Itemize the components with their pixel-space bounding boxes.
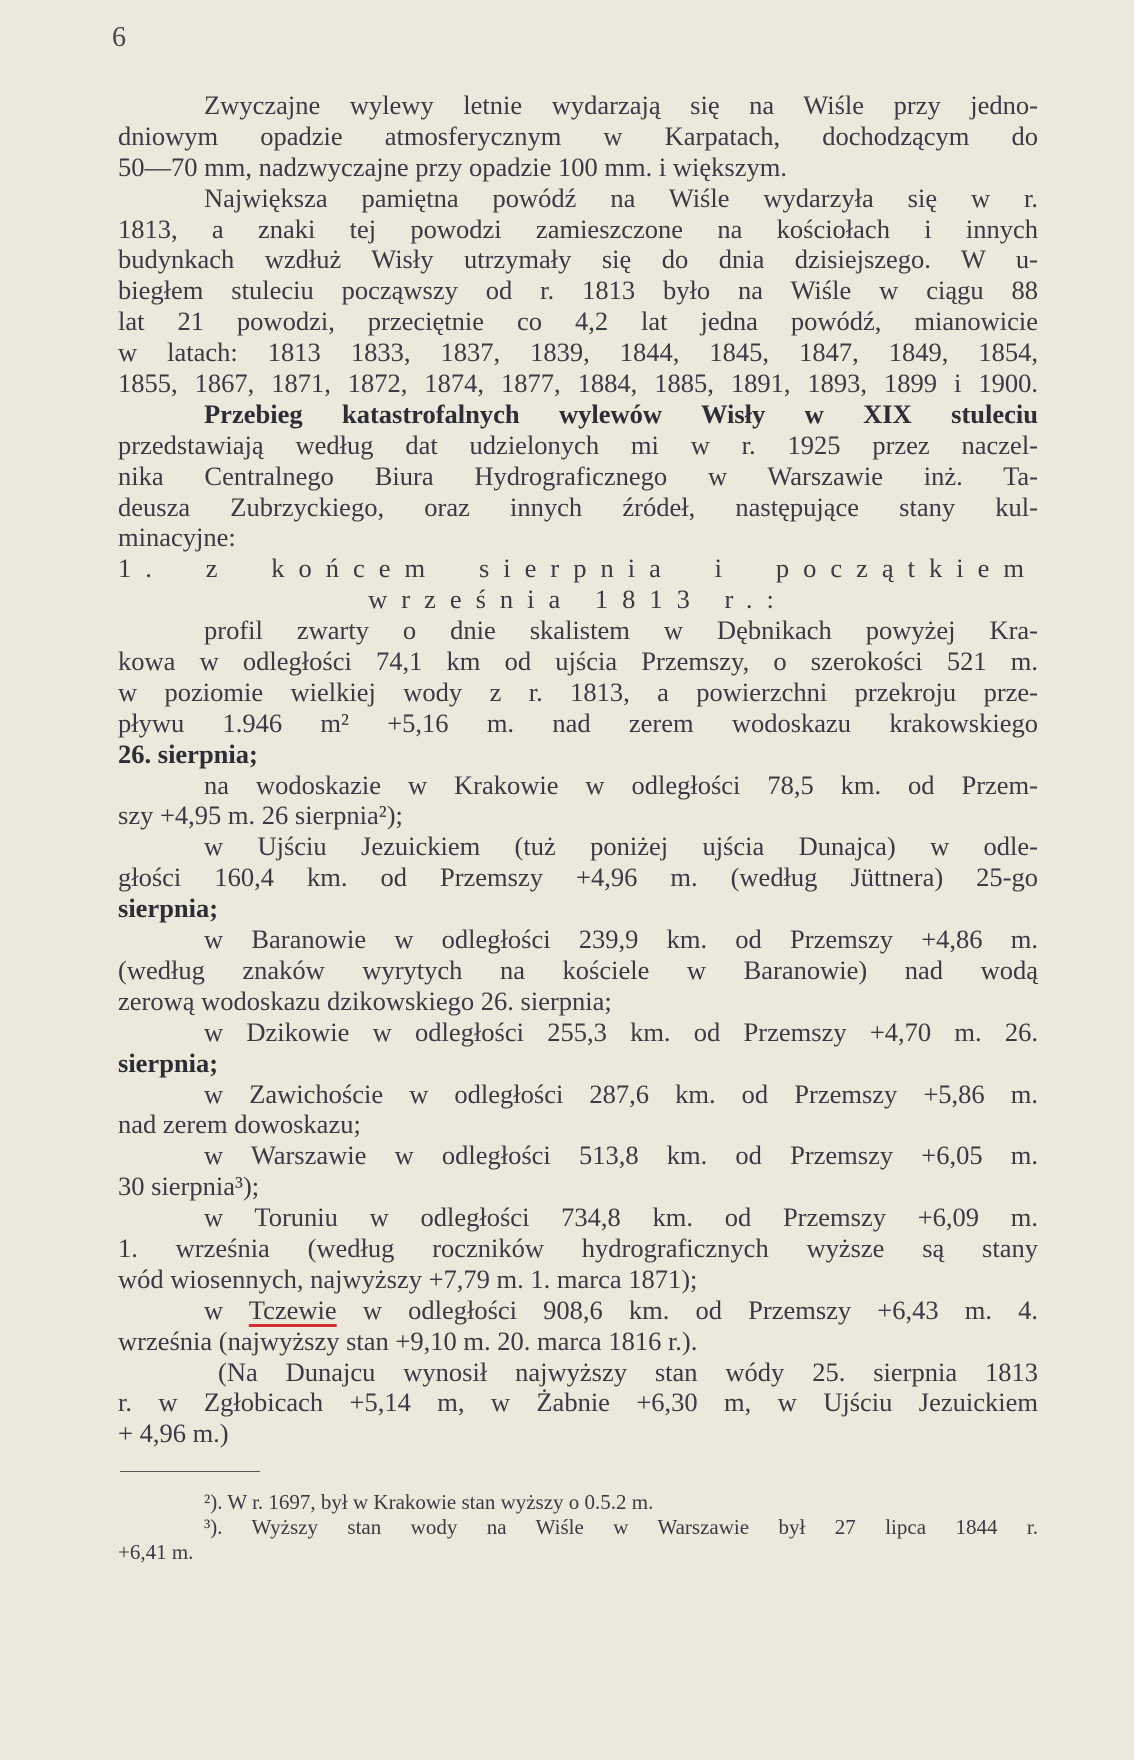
text-line: w Dzikowie w odległości 255,3 km. od Przemszy +4,70 m. 26. (204, 1016, 1038, 1047)
text-line: biegłem stuleciu począwszy od r. 1813 było na Wiśle w ciągu 88 (118, 275, 1038, 306)
text-line: września (najwyższy stan +9,10 m. 20. marca 1816 r.). (118, 1325, 698, 1356)
text-line: minacyjne: (118, 522, 236, 553)
text-line: w poziomie wielkiej wody z r. 1813, a powierzchni przekroju prze- (118, 676, 1038, 707)
text-line: + 4,96 m.) (118, 1418, 229, 1449)
footnotes (118, 1490, 1038, 1565)
body-text (118, 90, 1038, 1449)
text-line: profil zwarty o dnie skalistem w Dębnikach powyżej Kra- (204, 615, 1038, 646)
text-line: 26. sierpnia; (118, 738, 258, 769)
text-line: wód wiosennych, najwyższy +7,79 m. 1. marca 1871); (118, 1263, 698, 1294)
underlined-word: Tczewie (248, 1294, 337, 1325)
footnote-line: +6,41 m. (118, 1540, 194, 1564)
text-line: Największa pamiętna powódź na Wiśle wydarzyła się w r. (204, 182, 1038, 213)
text-line: w Baranowie w odległości 239,9 km. od Przemszy +4,86 m. (204, 924, 1038, 955)
text-line: w Toruniu w odległości 734,8 km. od Przemszy +6,09 m. (204, 1202, 1038, 1233)
footnote-line: ³). Wyższy stan wody na Wiśle w Warszawie był 27 lipca 1844 r. (204, 1515, 1038, 1539)
text-line: przedstawiają według dat udzielonych mi w r. 1925 przez naczel- (118, 429, 1038, 460)
text-line: budynkach wzdłuż Wisły utrzymały się do dnia dzisiejszego. W u- (118, 244, 1038, 275)
text-line: 1855, 1867, 1871, 1872, 1874, 1877, 1884, 1885, 1891, 1893, 1899 i 1900. (118, 368, 1038, 399)
text-line: deusza Zubrzyckiego, oraz innych źródeł, następujące stany kul- (118, 491, 1038, 522)
text-line: nika Centralnego Biura Hydrograficznego w Warszawie inż. Ta- (118, 460, 1038, 491)
text-line: szy +4,95 m. 26 sierpnia²); (118, 800, 403, 831)
text-line: w latach: 1813 1833, 1837, 1839, 1844, 1845, 1847, 1849, 1854, (118, 337, 1038, 368)
text-line: dniowym opadzie atmosferycznym w Karpatach, dochodzącym do (118, 120, 1038, 151)
text-line: Zwyczajne wylewy letnie wydarzają się na Wiśle przy jedno- (204, 90, 1038, 120)
text-line: 1. z końcem sierpnia i początkiem (118, 553, 1038, 584)
text-line: zerową wodoskazu dzikowskiego 26. sierpnia; (118, 985, 612, 1016)
text-line: lat 21 powodzi, przeciętnie co 4,2 lat jedna powódź, mianowicie (118, 306, 1038, 337)
text-line: Przebieg katastrofalnych wylewów Wisły w XIX stuleciu (204, 398, 1038, 429)
text-line: pływu 1.946 m² +5,16 m. nad zerem wodoskazu krakowskiego (118, 707, 1038, 738)
text-line: w Tczewie w odległości 908,6 km. od Przemszy +6,43 m. 4. (204, 1294, 1038, 1325)
text-line: 30 sierpnia³); (118, 1171, 260, 1202)
text-line: sierpnia; (118, 893, 219, 924)
text-line: r. w Zgłobicach +5,14 m, w Żabnie +6,30 m, w Ujściu Jezuickiem (118, 1387, 1038, 1418)
text-line: głości 160,4 km. od Przemszy +4,96 m. (według Jüttnera) 25-go (118, 862, 1038, 893)
text-line: 50—70 mm, nadzwyczajne przy opadzie 100 mm. i większym. (118, 151, 787, 182)
text-line: w Warszawie w odległości 513,8 km. od Przemszy +6,05 m. (204, 1140, 1038, 1171)
footnote-rule (120, 1471, 260, 1472)
text-line: 1. września (według roczników hydrograficznych wyższe są stany (118, 1232, 1038, 1263)
page-number: 6 (112, 22, 126, 53)
text-line: na wodoskazie w Krakowie w odległości 78,5 km. od Przem- (204, 769, 1038, 800)
text-line: kowa w odległości 74,1 km od ujścia Przemszy, o szerokości 521 m. (118, 646, 1038, 677)
text-line: 1813, a znaki tej powodzi zamieszczone na kościołach i innych (118, 213, 1038, 244)
text-line: w Ujściu Jezuickiem (tuż poniżej ujścia Dunajca) w odle- (204, 831, 1038, 862)
text-line: w Zawichoście w odległości 287,6 km. od Przemszy +5,86 m. (204, 1078, 1038, 1109)
footnote-line: ²). W r. 1697, był w Krakowie stan wyższy o 0.5.2 m. (204, 1490, 654, 1514)
text-line: września 1813 r.: (368, 584, 788, 615)
text-line: (według znaków wyrytych na kościele w Baranowie) nad wodą (118, 954, 1038, 985)
text-line: nad zerem dowoskazu; (118, 1109, 361, 1140)
text-line: (Na Dunajcu wynosił najwyższy stan wódy 25. sierpnia 1813 (218, 1356, 1038, 1387)
text-line: sierpnia; (118, 1047, 219, 1078)
